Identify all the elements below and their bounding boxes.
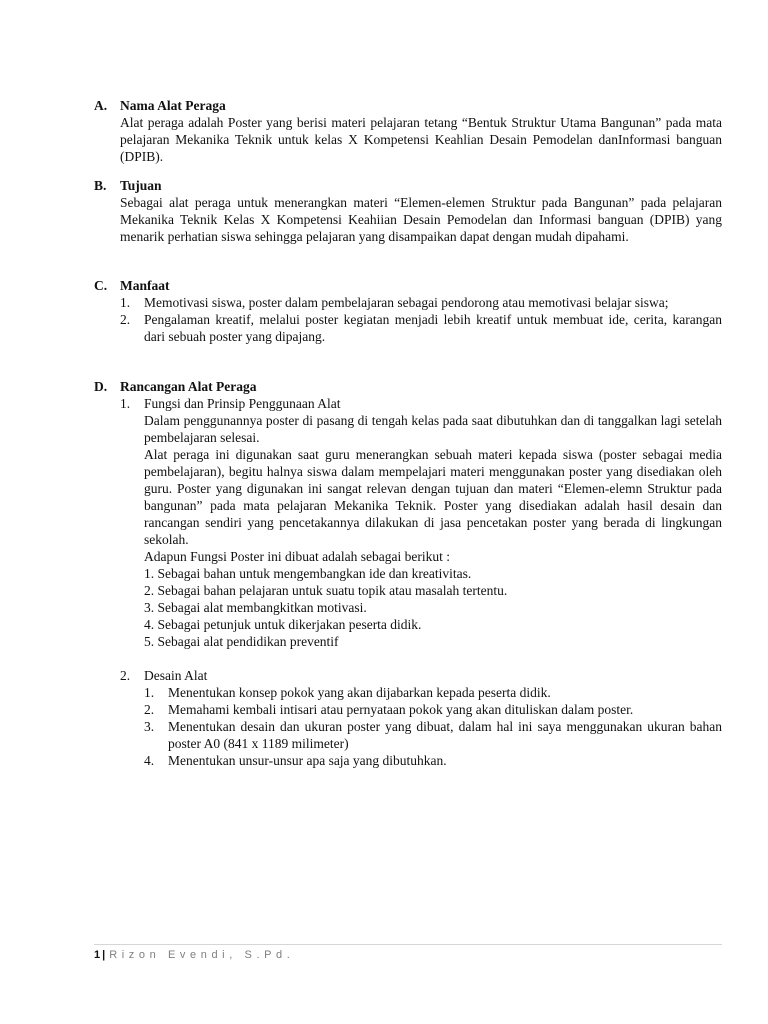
- subsection-title: Fungsi dan Prinsip Penggunaan Alat: [144, 396, 341, 411]
- section-a-letter: A.: [94, 98, 108, 113]
- list-item: 4. Sebagai petunjuk untuk dikerjakan peserta didik.: [144, 617, 422, 632]
- list-item: 3. Sebagai alat membangkitkan motivasi.: [144, 600, 367, 615]
- list-item-number: 1.: [120, 295, 131, 310]
- section-c-heading: [94, 277, 722, 294]
- list-item-text: Menentukan unsur-unsur apa saja yang dibutuhkan.: [168, 753, 447, 768]
- list-item-text: Pengalaman kreatif, melalui poster kegiatan menjadi lebih kreatif untuk membuat ide, cerita, karangan dari sebuah poster yang dipajang.: [144, 312, 722, 344]
- list-item: 2. Sebagai bahan pelajaran untuk suatu topik atau masalah tertentu.: [144, 583, 508, 598]
- paragraph: Adapun Fungsi Poster ini dibuat adalah sebagai berikut :: [144, 549, 450, 564]
- footer-author: Rizon Evendi, S.Pd.: [109, 949, 295, 961]
- list-item: [144, 718, 722, 752]
- section-a-body: Alat peraga adalah Poster yang berisi materi pelajaran tetang “Bentuk Struktur Utama Bangunan” pada mata pelajaran Mekanika Teknik untuk kelas X Kompetensi Keahlian Desain Pemodelan danInformasi banguan (DPIB).: [120, 115, 722, 164]
- section-d-title: Rancangan Alat Peraga: [120, 379, 257, 394]
- list-item: [120, 311, 722, 345]
- section-a: [94, 97, 722, 165]
- list-item-number: 2.: [120, 312, 131, 327]
- page-footer: [94, 948, 294, 962]
- section-d: [94, 378, 722, 769]
- fungsi-list: [144, 565, 722, 650]
- section-b: [94, 177, 722, 245]
- section-c: [94, 277, 722, 345]
- subsection-desain: [120, 667, 722, 769]
- manfaat-list: [120, 294, 722, 345]
- list-item: [144, 701, 722, 718]
- list-item: [120, 294, 722, 311]
- footer-separator: |: [102, 949, 106, 961]
- list-item-text: Memahami kembali intisari atau pernyataan pokok yang akan dituliskan dalam poster.: [168, 702, 634, 717]
- list-item-text: Menentukan desain dan ukuran poster yang dibuat, dalam hal ini saya menggunakan ukuran bahan poster A0 (841 x 1189 milimeter): [168, 719, 722, 751]
- list-item: 5. Sebagai alat pendidikan preventif: [144, 634, 339, 649]
- list-item-text: Memotivasi siswa, poster dalam pembelajaran sebagai pendorong atau memotivasi belajar siswa;: [144, 295, 669, 310]
- page-number: 1: [94, 949, 101, 961]
- section-a-title: Nama Alat Peraga: [120, 98, 226, 113]
- subsection-number: 2.: [120, 668, 131, 683]
- list-item: [144, 752, 722, 769]
- section-c-letter: C.: [94, 278, 108, 293]
- list-item: [144, 684, 722, 701]
- list-item-number: 2.: [144, 702, 155, 717]
- section-b-title: Tujuan: [120, 178, 162, 193]
- list-item-number: 1.: [144, 685, 155, 700]
- section-d-letter: D.: [94, 379, 108, 394]
- section-c-title: Manfaat: [120, 278, 170, 293]
- subsection-number: 1.: [120, 396, 131, 411]
- list-item-number: 3.: [144, 719, 155, 734]
- paragraph: Alat peraga ini digunakan saat guru menerangkan sebuah materi kepada siswa (poster sebagai media pembelajaran), begitu halnya siswa dalam mempelajari materi menggunakan poster yang disediakan oleh guru. Poster yang digunakan ini sangat relevan dengan tujuan dan materi “Elemen-elemn Struktur pada bangunan” pada mata pelajaran Mekanika Teknik. Poster yang disediakan adalah hasil desain dan rancangan sendiri yang pencetakannya dilakukan di jasa pencetakan poster yang berada di lingkungan sekolah.: [144, 447, 722, 547]
- subsection-fungsi: [120, 395, 722, 650]
- footer-divider: [94, 944, 722, 945]
- desain-list: [144, 684, 722, 769]
- list-item-text: Menentukan konsep pokok yang akan dijabarkan kepada peserta didik.: [168, 685, 551, 700]
- list-item: 1. Sebagai bahan untuk mengembangkan ide dan kreativitas.: [144, 566, 472, 581]
- section-a-heading: [94, 97, 722, 114]
- subsection-title: Desain Alat: [144, 668, 208, 683]
- section-b-body: Sebagai alat peraga untuk menerangkan materi “Elemen-elemen Struktur pada Bangunan” pada pelajaran Mekanika Teknik Kelas X Kompetensi Keahiian Desain Pemodelan dan Informasi banguan (DPIB) yang menarik perhatian siswa sehingga pelajaran yang disampaikan dapat dengan mudah dipahami.: [120, 195, 722, 244]
- section-b-heading: [94, 177, 722, 194]
- rancangan-list: [120, 395, 722, 769]
- section-b-letter: B.: [94, 178, 107, 193]
- paragraph: Dalam penggunannya poster di pasang di tengah kelas pada saat dibutuhkan dan di tanggalkan lagi setelah pembelajaran selesai.: [144, 413, 722, 445]
- section-d-heading: [94, 378, 722, 395]
- list-item-number: 4.: [144, 753, 155, 768]
